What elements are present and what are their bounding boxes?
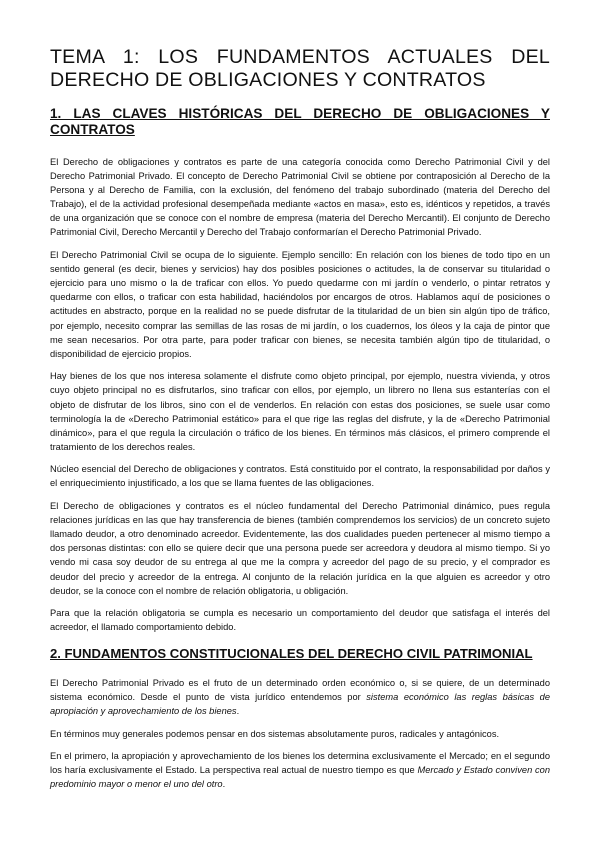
section-2-paragraph-3-italic: Mercado y Estado conviven con predominio mayor o menor el uno del otro: [50, 765, 550, 790]
section-1-paragraph-3: Hay bienes de los que nos interesa solamente el disfrute como objeto principal, por ejemplo, nuestra vivienda, y otros cuyo objeto principal no es disfrutarlos, sino traficar con ellos, por ejemplo, un librero no llena sus estanterías con el objeto de disfrutar de los libros, sino con el de venderlos. En relación con estas dos posiciones, se suele usar como terminología la de «Derecho Patrimonial estático» para el que rige las reglas del disfrute, y la de «Derecho Patrimonial dinámico», para el que regula la circulación o tráfico de los bienes. En términos más clásicos, el primero comprende el tratamiento de los derechos reales.: [50, 371, 550, 452]
section-2-paragraph-1-italic: sistema económico las reglas básicas de apropiación y aprovechamiento de los bienes: [50, 692, 550, 717]
section-2-paragraph-2: En términos muy generales podemos pensar en dos sistemas absolutamente puros, radicales y antagónicos.: [50, 728, 500, 739]
section-2-paragraph-3: [50, 749, 550, 791]
section-1-paragraph-5: El Derecho de obligaciones y contratos es el núcleo fundamental del Derecho Patrimonial dinámico, pues regula relaciones jurídicas en las que hay transferencia de bienes (también comprendemos los servicios) de un concreto sujeto llamado deudor, a otro denominado acreedor. Evidentemente, las dos cualidades pueden pertenecer al mismo tiempo a dos personas distintas: con ello se quiere decir que una persona puede ser acreedora y deudora al mismo tiempo. Si yo vendo mi casa soy deudor de su entrega al que me la compra y acreedor del pago de su precio, y el comprador es deudor del precio y acreedor de la entrega. Al conjunto de la relación jurídica en la que alguien es acreedor y otro deudor, se la conoce con el nombre de relación obligatoria, u obligación.: [50, 501, 550, 596]
section-2-paragraph-3-end: .: [222, 779, 226, 790]
section-2-heading: 2. FUNDAMENTOS CONSTITUCIONALES DEL DERECHO CIVIL PATRIMONIAL: [50, 646, 533, 662]
section-1-paragraph-6: Para que la relación obligatoria se cumpla es necesario un comportamiento del deudor que satisfaga el interés del acreedor, el llamado comportamiento debido.: [50, 608, 550, 633]
section-1-paragraph-4: Núcleo esencial del Derecho de obligaciones y contratos. Está constituido por el contrato, la responsabilidad por daños y el enriquecimiento injustificado, a los que se llama fuentes de las obligaciones.: [50, 464, 550, 489]
section-1-paragraph-2: El Derecho Patrimonial Civil se ocupa de lo siguiente. Ejemplo sencillo: En relación con los bienes de todo tipo en un sentido general (es decir, bienes y servicios) hay dos posibles posiciones o actitudes, la de conservar su titularidad o ejercicio para uno mismo o la de traficar con ellos. Yo puedo quedarme con mi jardín o venderlo, o pintar retratos y quedarme con ellos, o traficar con esta habilidad, haciéndolos por encargos de otros. Hablamos aquí de posiciones o actitudes en abstracto, porque en la realidad no se puede disfrutar de la titularidad de un bien sin algún tipo de tráfico, por ejemplo, necesito comprar las semillas de las rosas de mi jardín, o los cuadernos, los óleos y la caja de pintor que me sean necesarios. Por otra parte, para poder traficar con bienes, se necesita también algún tipo de titularidad, o disponibilidad de ejercicio propios.: [50, 250, 550, 359]
section-1-paragraph-1: El Derecho de obligaciones y contratos es parte de una categoría conocida como Derecho Patrimonial Civil y del Derecho Patrimonial Privado. El concepto de Derecho Patrimonial Civil se obtiene por contraposición al Derecho de la Persona y al Derecho de Familia, con la exclusión, del fenómeno del trabajo subordinado (materia del Derecho del Trabajo), el de la actividad profesional desempeñada mediante «actos en masa», esto es, idénticos y repetidos, a través de una organización que se conoce con el nombre de empresa (materia del Derecho Mercantil). El conjunto de Derecho Patrimonial Civil, Derecho Mercantil y Derecho del Trabajo conformarían el Derecho Patrimonial Privado.: [50, 157, 550, 238]
section-2-paragraph-1: [50, 676, 550, 718]
section-2-paragraph-1-text: El Derecho Patrimonial Privado es el fruto de un determinado orden económico o, si se quiere, de un determinado sistema económico. Desde el punto de vista jurídico entendemos por: [50, 677, 550, 702]
section-2-paragraph-3-text: En el primero, la apropiación y aprovechamiento de los bienes los determina exclusivamente el Mercado; en el segundo los haría exclusivamente el Estado. La perspectiva real actual de nuestro tiempo es que: [50, 751, 550, 776]
section-2-paragraph-1-end: .: [236, 706, 240, 717]
section-1-heading: 1. LAS CLAVES HISTÓRICAS DEL DERECHO DE OBLIGACIONES Y CONTRATOS: [50, 106, 550, 137]
document-title: TEMA 1: LOS FUNDAMENTOS ACTUALES DEL DERECHO DE OBLIGACIONES Y CONTRATOS: [50, 46, 550, 91]
